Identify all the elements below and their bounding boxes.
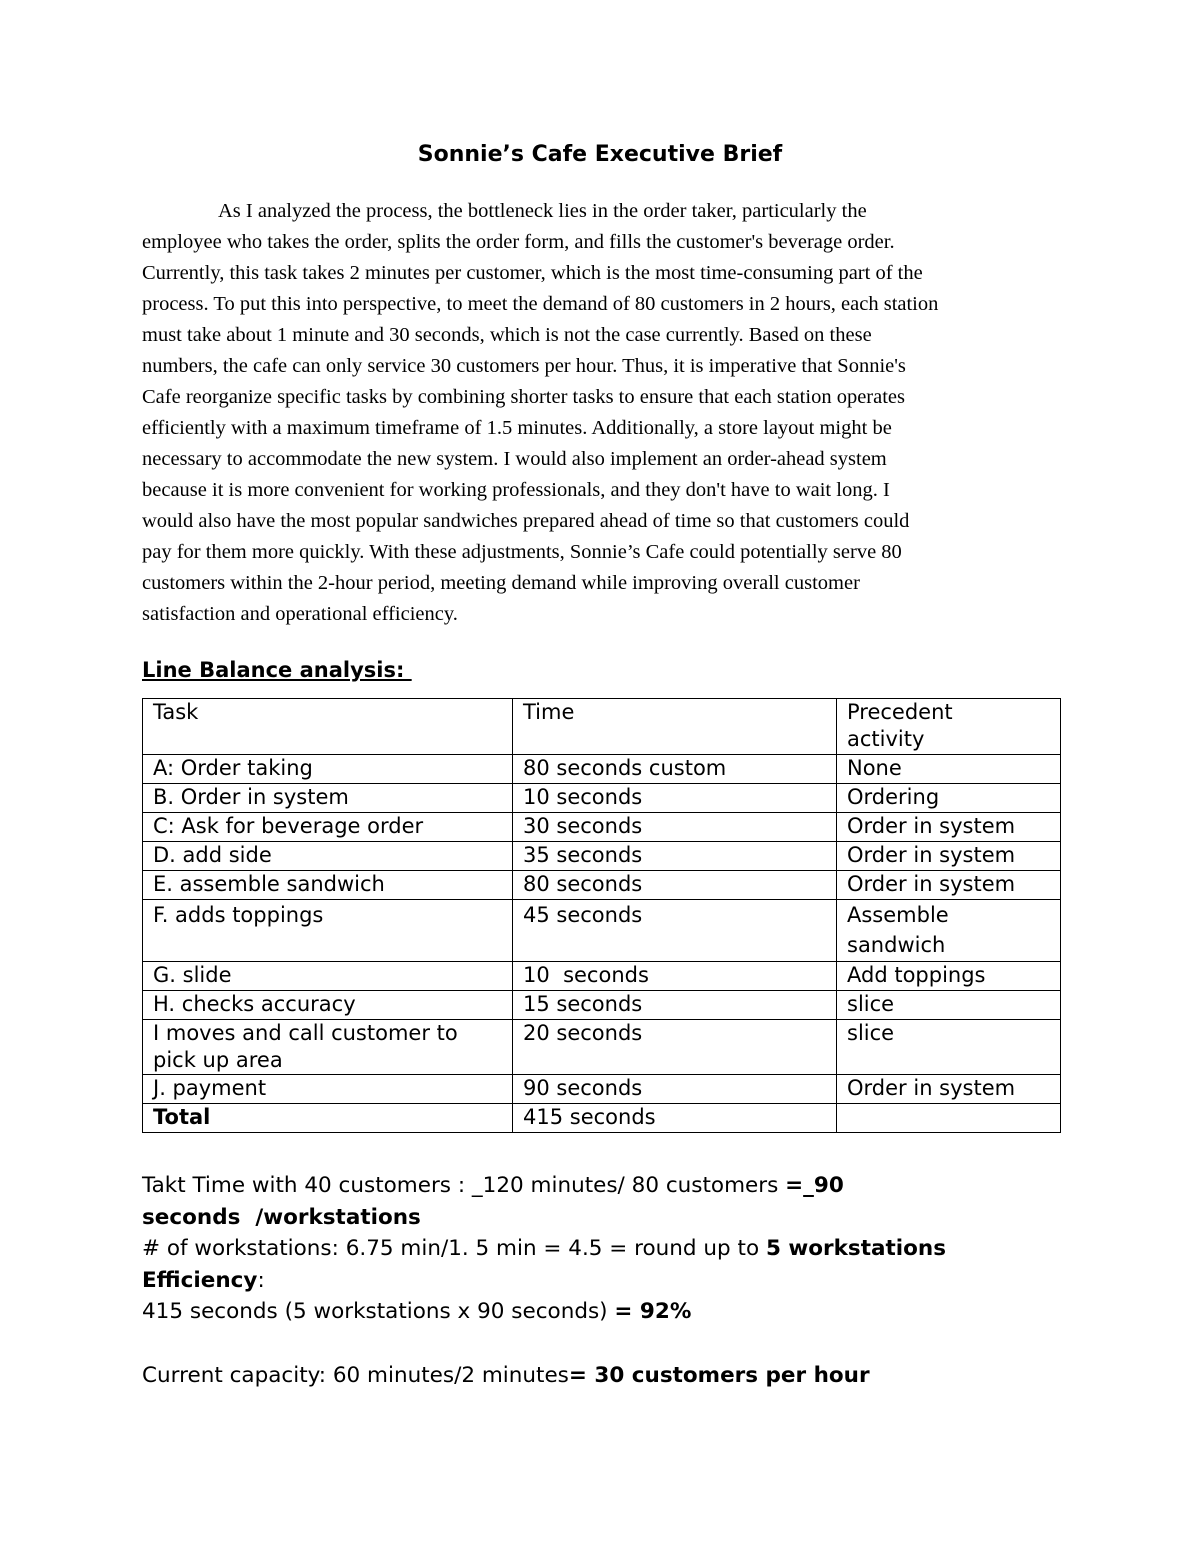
table-row (143, 842, 1061, 871)
paragraph-line: process. To put this into perspective, to meet the demand of 80 customers in 2 hours, each station (142, 293, 939, 315)
takt-time-text: Takt Time with 40 customers : _120 minutes/ 80 customers (142, 1173, 786, 1198)
table-total-row (143, 1104, 1061, 1133)
paragraph-line: numbers, the cafe can only service 30 customers per hour. Thus, it is imperative that Sonnie's (142, 355, 906, 377)
paragraph-line: because it is more convenient for working professionals, and they don't have to wait long. I (142, 479, 890, 501)
paragraph-line: employee who takes the order, splits the order form, and fills the customer's beverage order. (142, 231, 895, 253)
takt-time-result: =_90 (785, 1173, 844, 1198)
paragraph-line: must take about 1 minute and 30 seconds, which is not the case currently. Based on these (142, 324, 872, 346)
table-header-row (143, 699, 1061, 755)
paragraph-line: customers within the 2-hour period, meeting demand while improving overall customer (142, 572, 860, 594)
time-cell: 80 seconds custom (513, 755, 837, 784)
table-row (143, 1020, 1061, 1075)
paragraph-line: would also have the most popular sandwiches prepared ahead of time so that customers could (142, 510, 910, 532)
paragraph-line: pay for them more quickly. With these adjustments, Sonnie’s Cafe could potentially serve 80 (142, 541, 902, 563)
paragraph-line: satisfaction and operational efficiency. (142, 603, 458, 625)
efficiency-line (142, 1296, 1142, 1328)
task-cell: H. checks accuracy (143, 991, 513, 1020)
efficiency-label-line (142, 1265, 1142, 1297)
capacity-line (142, 1360, 1142, 1392)
precedent-cell: slice (837, 1020, 1061, 1075)
time-cell: 30 seconds (513, 813, 837, 842)
precedent-cell: slice (837, 991, 1061, 1020)
takt-time-line-2 (142, 1202, 1142, 1234)
table-row (143, 900, 1061, 962)
precedent-cell: Add toppings (837, 962, 1061, 991)
workstations-line (142, 1233, 1142, 1265)
precedent-cell: Order in system (837, 871, 1061, 900)
spacer (142, 1328, 1142, 1360)
task-cell: C: Ask for beverage order (143, 813, 513, 842)
time-cell: 10 seconds (513, 962, 837, 991)
task-cell: E. assemble sandwich (143, 871, 513, 900)
table-row (143, 962, 1061, 991)
time-cell: 15 seconds (513, 991, 837, 1020)
total-time-cell: 415 seconds (513, 1104, 837, 1133)
body-paragraph (142, 196, 1072, 630)
task-cell: G. slide (143, 962, 513, 991)
precedent-cell: Ordering (837, 784, 1061, 813)
table-row (143, 755, 1061, 784)
efficiency-colon: : (257, 1267, 265, 1293)
calculations-block (142, 1170, 1142, 1391)
efficiency-text: 415 seconds (5 workstations x 90 seconds) (142, 1299, 615, 1324)
section-heading-line-balance: Line Balance analysis: (142, 658, 412, 682)
task-cell: D. add side (143, 842, 513, 871)
workstations-result: 5 workstations (765, 1236, 947, 1261)
table-row (143, 813, 1061, 842)
column-header-task: Task (143, 699, 513, 755)
efficiency-label: Efficiency (142, 1267, 258, 1293)
precedent-cell: Order in system (837, 1075, 1061, 1104)
paragraph-line: Currently, this task takes 2 minutes per customer, which is the most time-consuming part of the (142, 262, 923, 284)
precedent-cell: Order in system (837, 813, 1061, 842)
total-empty-cell (837, 1104, 1061, 1133)
paragraph-line: As I analyzed the process, the bottleneck lies in the order taker, particularly the (218, 200, 867, 222)
takt-time-line (142, 1170, 1142, 1202)
table-row (143, 1075, 1061, 1104)
column-header-precedent: Precedent activity (837, 699, 1061, 755)
table-row (143, 784, 1061, 813)
time-cell: 20 seconds (513, 1020, 837, 1075)
time-cell: 10 seconds (513, 784, 837, 813)
time-cell: 80 seconds (513, 871, 837, 900)
task-cell: J. payment (143, 1075, 513, 1104)
task-cell: B. Order in system (143, 784, 513, 813)
time-cell: 45 seconds (513, 900, 837, 962)
column-header-time: Time (513, 699, 837, 755)
takt-time-unit: seconds /workstations (142, 1204, 421, 1230)
precedent-cell: None (837, 755, 1061, 784)
capacity-result: = 30 customers per hour (568, 1362, 870, 1388)
task-cell: A: Order taking (143, 755, 513, 784)
table-row (143, 991, 1061, 1020)
line-balance-table (142, 698, 1061, 1133)
workstations-text: # of workstations: 6.75 min/1. 5 min = 4.5 = round up to (142, 1236, 766, 1261)
total-label-cell: Total (143, 1104, 513, 1133)
paragraph-line: efficiently with a maximum timeframe of 1.5 minutes. Additionally, a store layout might be (142, 417, 892, 439)
document-title: Sonnie’s Cafe Executive Brief (417, 142, 783, 167)
time-cell: 90 seconds (513, 1075, 837, 1104)
paragraph-line: necessary to accommodate the new system. I would also implement an order-ahead system (142, 448, 887, 470)
table-row (143, 871, 1061, 900)
efficiency-result: = 92% (614, 1299, 692, 1324)
task-cell: F. adds toppings (143, 900, 513, 962)
precedent-cell: Order in system (837, 842, 1061, 871)
time-cell: 35 seconds (513, 842, 837, 871)
precedent-cell: Assemble sandwich (837, 900, 1061, 962)
paragraph-line: Cafe reorganize specific tasks by combining shorter tasks to ensure that each station operates (142, 386, 905, 408)
task-cell: I moves and call customer to pick up area (143, 1020, 513, 1075)
capacity-text: Current capacity: 60 minutes/2 minutes (142, 1362, 569, 1388)
